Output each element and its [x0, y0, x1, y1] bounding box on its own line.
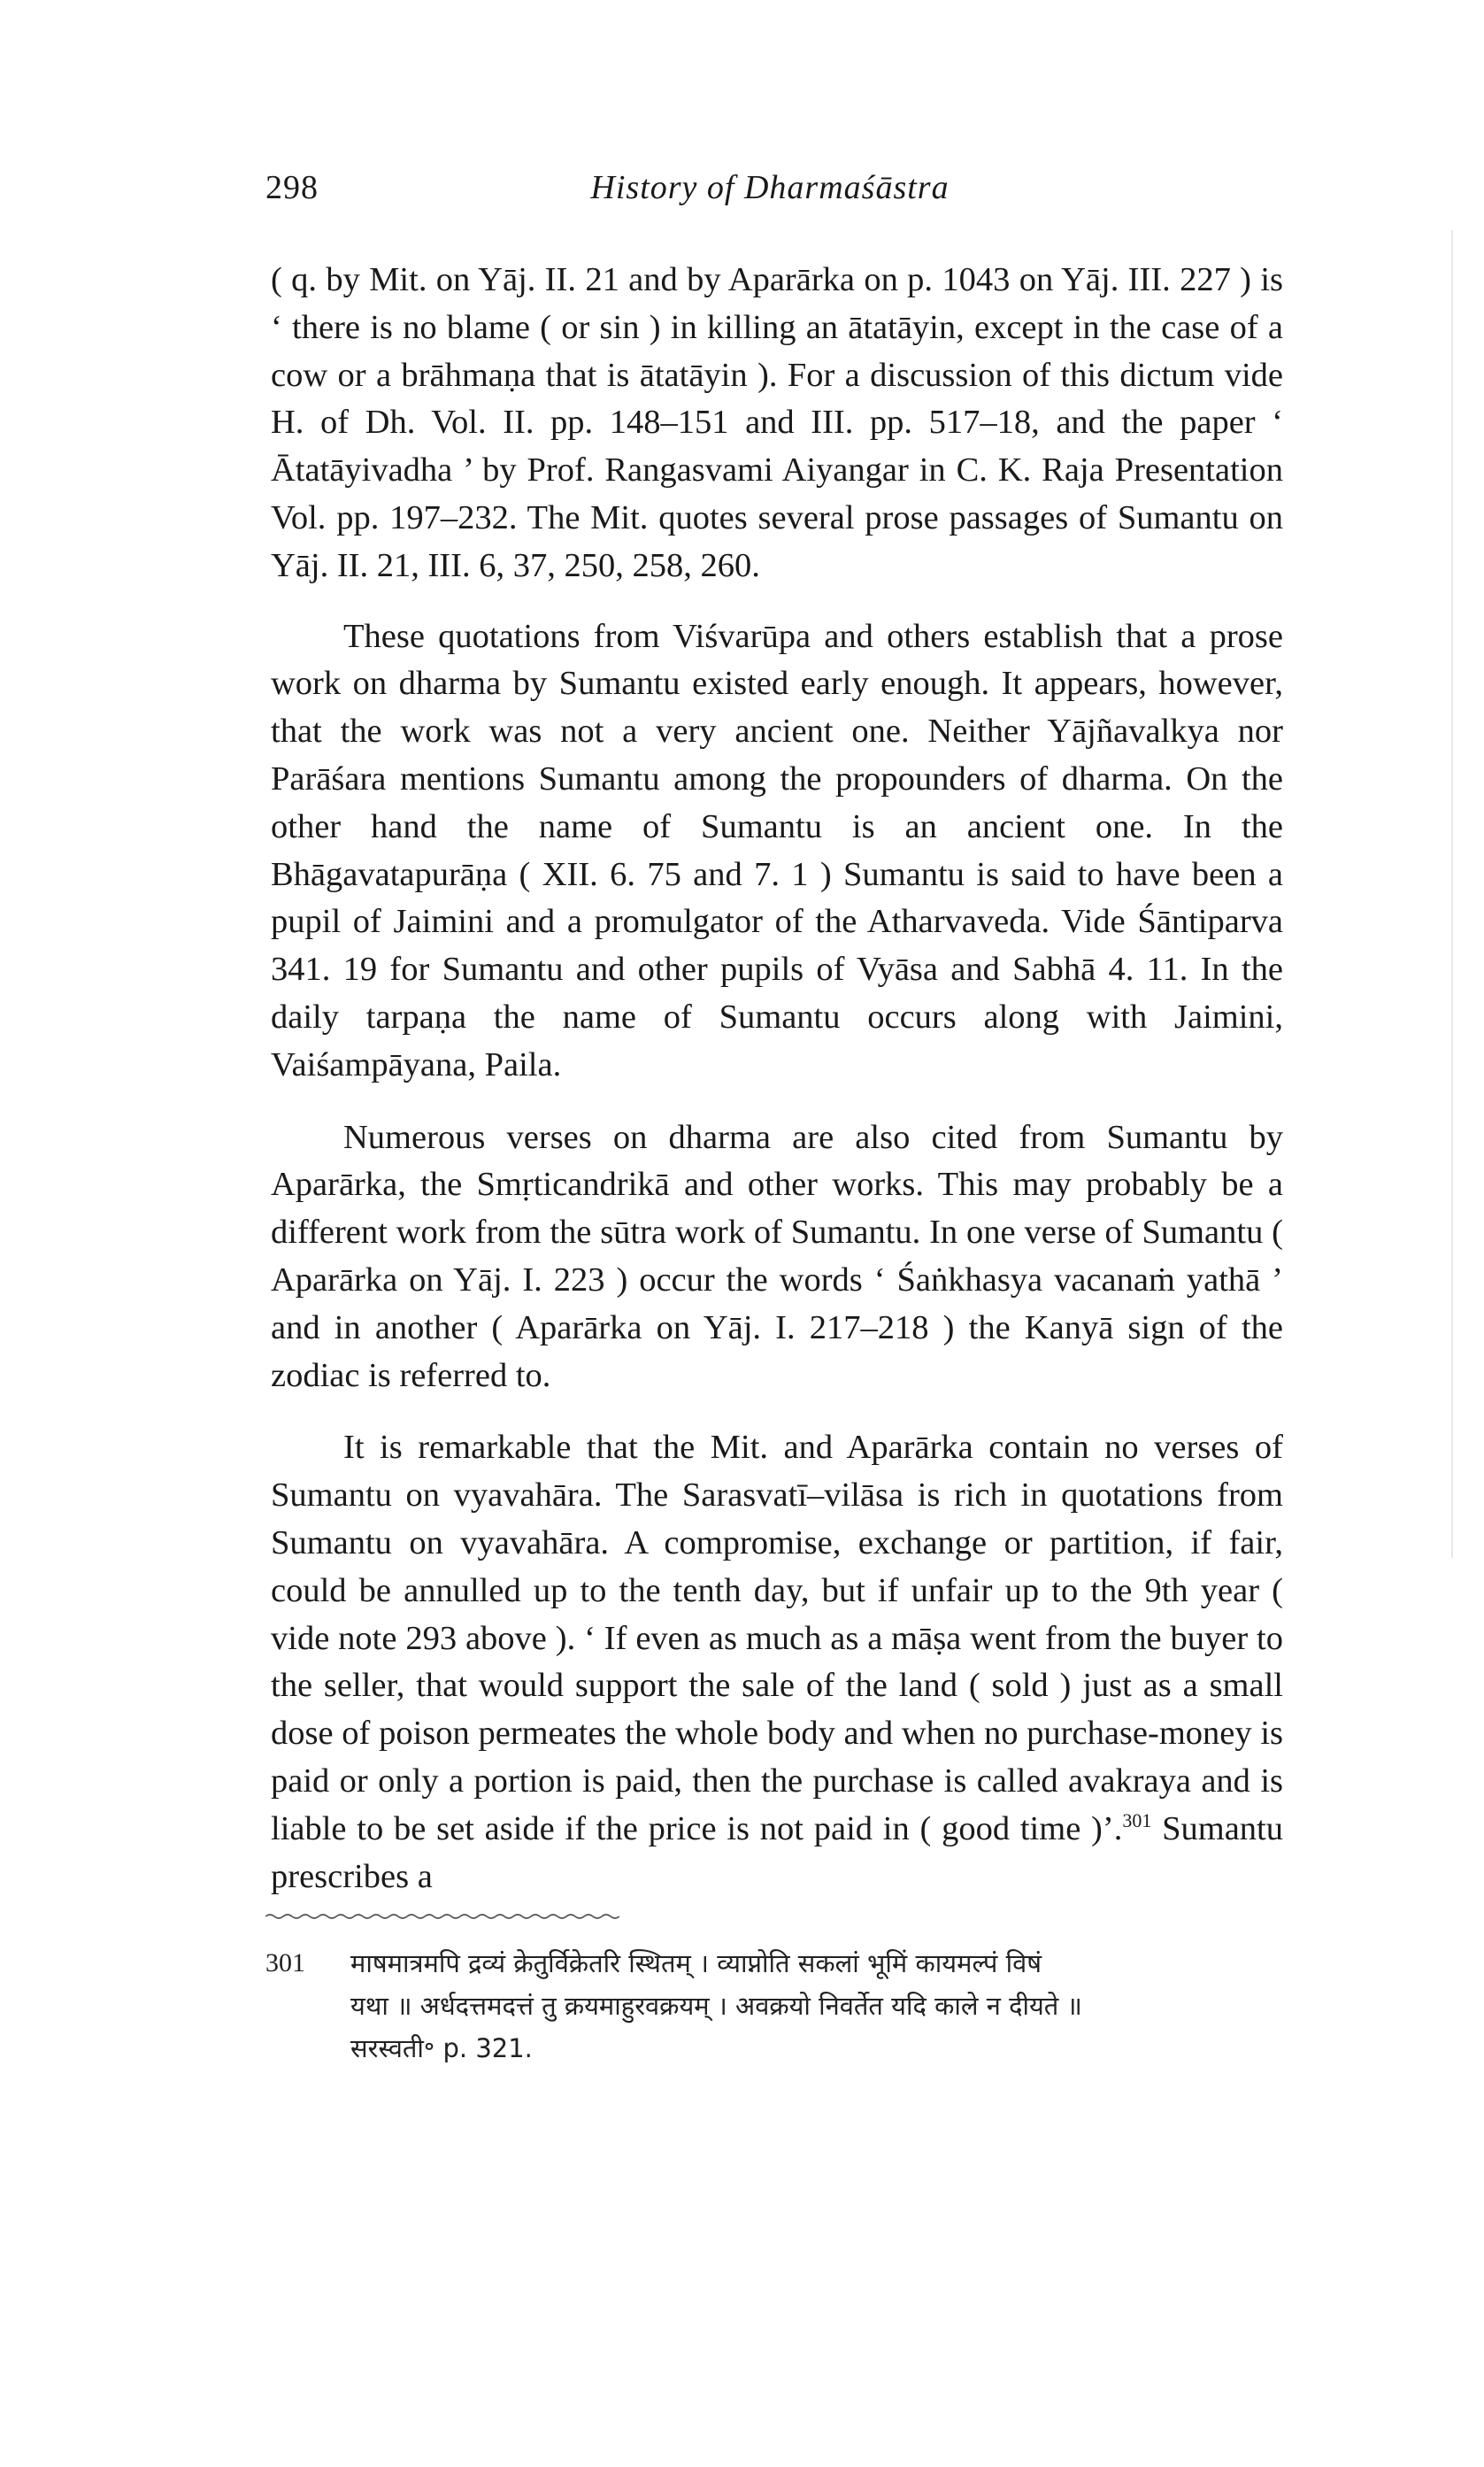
running-title: History of Dharmaśāstra [590, 169, 950, 206]
footnote-reference[interactable]: 301 [1122, 1808, 1152, 1831]
page-number: 298 [265, 169, 319, 206]
scan-margin-line [1451, 230, 1453, 1558]
footnote [265, 1942, 1283, 2070]
paragraph: Numerous verses on dharma are also cited from Sumantu by Aparārka, the Smṛticandrikā and other works. This may probably be a different work from the sūtra work of Sumantu. In one verse of Sumantu ( Aparārka on Yāj. I. 223 ) occur the words ‘ Śaṅkhasya vacanaṁ yathā ’ and in another ( Aparārka on Yāj. I. 217–218 ) the Kanyā sign of the zodiac is referred to. [271, 1118, 1283, 1394]
page-header [265, 168, 1274, 221]
paragraph-continued: ( q. by Mit. on Yāj. II. 21 and by Aparārka on p. 1043 on Yāj. III. 227 ) is ‘ there is no blame ( or sin ) in killing an ātatāyin, except in the case of a cow or a brāhmaṇa that is ātatāyin ). For a discussion of this dictum vide H. of Dh. Vol. II. pp. 148–151 and III. pp. 517–18, and the paper ‘ Ātatāyivadha ’ by Prof. Rangasvami Aiyangar in C. K. Raja Presentation Vol. pp. 197–232. The Mit. quotes several prose passages of Sumantu on Yāj. II. 21, III. 6, 37, 250, 258, 260. [271, 261, 1283, 584]
paragraph-with-footnote [271, 1424, 1283, 1900]
footnote-divider [265, 1912, 619, 1921]
paragraph-text-tail: Sumantu prescribes a [271, 1809, 1284, 1895]
paragraph-text: It is remarkable that the Mit. and Aparārka contain no verses of Sumantu on vyavahāra. The Sarasvatī–vilāsa is rich in quotations from Sumantu on vyavahāra. A compromise, exchange or partition, if fair, could be annulled up to the tenth day, but if unfair up to the 9th year ( vide note 293 above ). ‘ If even as much as a māṣa went from the buyer to the seller, that would support the sale of the land ( sold ) just as a small dose of poison permeates the whole body and when no purchase-money is paid or only a portion is paid, then the purchase is called avakraya and is liable to be set aside if the price is not paid in ( good time )’. [271, 1429, 1283, 1847]
footnote-number: 301 [265, 1948, 305, 1977]
footnote-text: माषमात्रमपि द्रव्यं क्रेतुर्विक्रेतरि स्थितम् । व्याप्नोति सकलां भूमिं कायमल्पं विषं यथा ॥ अर्धदत्तमदत्तं तु क्रयमाहुरवक्रयम् । अवक्रयो निवर्तेत यदि काले न दीयते ॥ सरस्वती॰ p. 321. [350, 1948, 1082, 2063]
body-text [271, 257, 1283, 1900]
paragraph: These quotations from Viśvarūpa and others establish that a prose work on dharma by Sumantu existed early enough. It appears, however, that the work was not a very ancient one. Neither Yājñavalkya nor Parāśara mentions Sumantu among the propounders of dharma. On the other hand the name of Sumantu is an ancient one. In the Bhāgavatapurāṇa ( XII. 6. 75 and 7. 1 ) Sumantu is said to have been a pupil of Jaimini and a promulgator of the Atharvaveda. Vide Śāntiparva 341. 19 for Sumantu and other pupils of Vyāsa and Sabhā 4. 11. In the daily tarpaṇa the name of Sumantu occurs along with Jaimini, Vaiśampāyana, Paila. [271, 617, 1283, 1083]
